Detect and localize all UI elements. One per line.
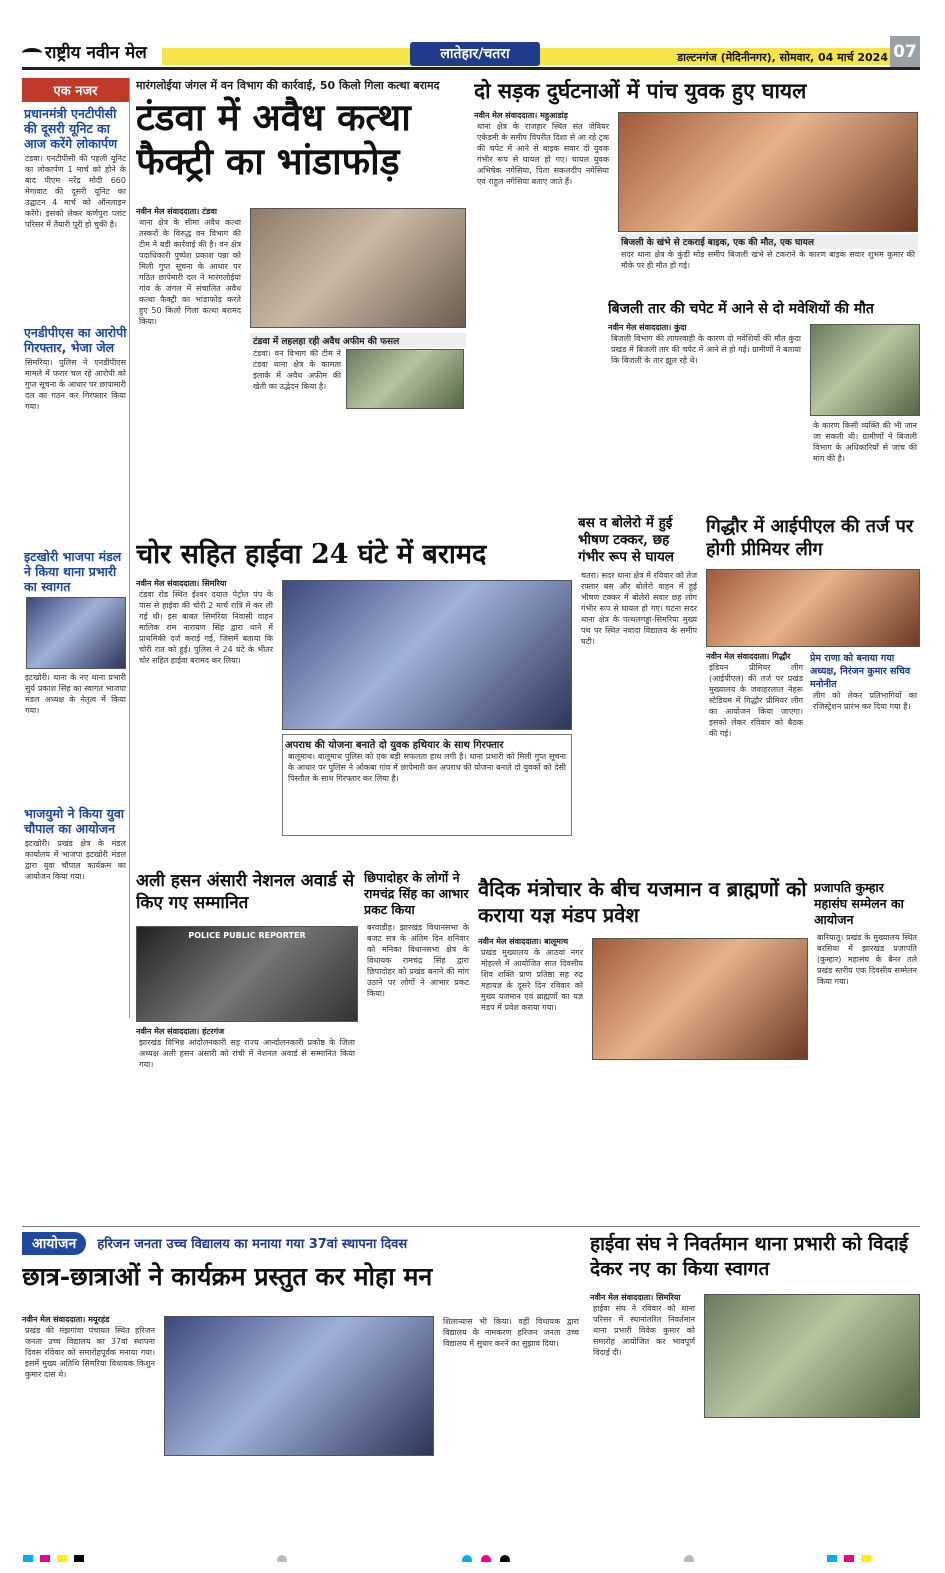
story-column [474,110,612,320]
story-headline: गिद्धौर में आईपीएल की तर्ज पर होगी प्रीमियर लीग [706,516,914,560]
story-byline: नवीन मेल संवाददाता। सिमरिया [590,1293,681,1302]
sidebar-body: इटखोरी। थाना के नए थाना प्रभारी सुर्य प्रकाश सिंह का स्वागत भाजपा मंडल अध्यक्ष के नेतृत्व में किया गया। [25,673,126,715]
story-side [810,651,920,835]
story-column [706,651,806,835]
story-byline: नवीन मेल संवाददाता। हंटरगंज [136,1027,225,1036]
story-photo [592,938,808,1060]
registration-dot-icon [277,1555,287,1562]
magenta-swatch-icon [844,1555,854,1562]
story-byline: नवीन मेल संवाददाता। टंडवा [136,207,217,216]
story-body: इंडियन प्रीमियर लीग (आईपीएल) की तर्ज पर प्रखंड मुख्यालय के जवाहरलाल नेहरू स्टेडियम में गिद्धौर प्रीमियर लीग का आयोजन किया जाएगा। इसको लेकर रविवार को बैठक की गई। [709,663,803,738]
story-photo [706,569,920,647]
magenta-dot-icon [481,1555,491,1562]
story-body: बरवाडीह। झारखंड विधानसभा के बजट सत्र के अंतिम दिन शनिवार को मनिका विधानसभा क्षेत्र के विधायक रामचंद्र सिंह द्वारा छिपादोहर को प्रखंड बनाने की मांग उठाने पर लोगों ने आभार प्रकट किया। [367,923,469,998]
sidebar-tag: एक नजर [22,78,129,102]
story-haiwa-recovered [136,538,572,838]
story-headline: वैदिक मंत्रोचार के बीच यजमान व ब्राह्मणों को कराया यज्ञ मंडप प्रवेश [478,877,807,927]
story-column [478,936,586,1220]
cyan-dot-icon [462,1555,472,1562]
magenta-swatch-icon [40,1555,50,1562]
story-giddhaur-league [706,515,920,837]
story-headline: टंडवा में अवैध कत्था फैक्ट्री का भांडाफोड़ [136,95,411,183]
story-headline: दो सड़क दुर्घटनाओं में पांच युवक हुए घायल [474,78,807,103]
story-byline: नवीन मेल संवाददाता। कुंदा [608,323,687,332]
page-number: 07 [890,36,920,68]
story-byline: नवीन मेल संवाददाता। महुआडांड़ [474,111,568,120]
photo-body: सदर थाना क्षेत्र के कुंडी मोड़ समीप बिजली खंभे से टकराने के कारण बाइक सवार शुभम कुमार की मौके पर ही मौत हो गई। [621,250,915,270]
yellow-swatch-icon [57,1555,67,1562]
story-byline: नवीन मेल संवाददाता। मयूरहंड [22,1315,110,1324]
masthead-text: राष्ट्रीय नवीन मेल [45,43,147,63]
dateline: डाल्टनगंज (मेदिनीनगर), सोमवार, 04 मार्च 2024 [677,51,888,64]
story-bus-collision [578,515,700,837]
story-photo [164,1316,434,1456]
masthead [22,40,147,63]
story-body: प्रखंड मुख्यालय के आठवां नगर मोहल्ले में आयोजित सात दिवसीय शिव शक्ति प्राण प्रतिष्ठा सह रुद्र महायज्ञ के दूसरे दिन रविवार को मुख्य यजमान एवं ब्राह्मणों का यज्ञ मंडप में प्रवेश कराया गया। [481,948,583,1012]
story-photo [618,112,918,232]
inset-photo [346,349,464,409]
story-photo [704,1294,920,1418]
footer-registration-bar [22,1550,920,1562]
yellow-swatch-icon [861,1555,871,1562]
story-ali-hasan [136,870,358,1222]
side-body: लीग को लेकर प्रतिभागियों का रजिस्ट्रेशन प्रारंभ कर दिया गया है। [813,691,917,711]
story-byline: नवीन मेल संवाददाता। गिद्धौर [706,652,791,661]
inset-headline: अपराध की योजना बनाते दो युवक हथियार के साथ गिरफ्तार [285,740,504,751]
story-vedic [478,876,808,1222]
story-column [590,1292,698,1540]
story-kicker: मारंगलोईया जंगल में वन विभाग की कार्रवाई, 50 किलो गिला कत्था बरामद [136,79,440,92]
inset-body: बालूमाथ। बालूमाथ पुलिस को एक बड़ी सफलता हाथ लगी है। थाना प्रभारी को मिली गुप्त सूचना के आधार पर पुलिस ने ओकबा गांव में छापेमारी कर अपराध की योजना बनाते दो युवकों को देसी पिस्तौल के साथ गिरफ्तार कर लिया है। [288,752,566,783]
story-accidents [474,78,920,320]
story-column [22,1314,158,1540]
story-column-right [440,1316,582,1540]
story-headline: हाईवा संघ ने निवर्तमान थाना प्रभारी को विदाई देकर नए का किया स्वागत [590,1233,909,1280]
story-headline: अली हसन अंसारी नेशनल अवार्ड से किए गए सम्मानित [136,871,355,913]
photo-caption: बिजली के खंभे से टकराई बाइक, एक की मौत, एक घायल [618,234,918,249]
story-body: थाना क्षेत्र के सीमा अवैध कत्था तस्करों के विरुद्ध वन विभाग की टीम ने बड़ी कार्रवाई की है। वन क्षेत्र पदाधिकारी पुष्पेश प्रकाश पन्ना को मिली गुप्त सूचना के आधार पर गठित छापेमारी दल ने मारंगलोईया गांव के जंगल में संचालित अवैध कत्था फैक्ट्री का भांडाफोड़ करते हुए 50 किलो गिला कत्था बरामद किया। [139,218,241,326]
story-body: बिजली विभाग की लापरवाही के कारण दो मवेशियों की मौत कुंदा प्रखंड में बिजली तार की चपेट में आने से हो गई। ग्रामीणों ने बताया कि बिजली के तार झूल रहे थे। [611,334,801,365]
story-body: थाना क्षेत्र के राजहार स्थित संत जेवियर एकेडमी के समीप विपरीत दिशा से आ रहे ट्रक की चपेट में आने से बाइक सवार दो युवक गंभीर रूप से घायल हो गए। घायल युवक अभिषेक नगेसिया, पिता सकलदीप नगेसिया एवं राहुल नगेसिया बताए जाते हैं। [477,122,609,186]
registration-dot-icon [684,1555,694,1562]
inset-story [282,734,572,836]
story-kicker: हरिजन जनता उच्च विद्यालय का मनाया गया 37वां स्थापना दिवस [97,1237,408,1252]
section-aayojan-tag: आयोजन [22,1232,86,1255]
sidebar-headline: एनडीपीएस का आरोपी गिरफ्तार, भेजा जेल [24,325,127,355]
section-tag: लातेहार/चतरा [410,42,540,66]
story-column [136,1026,358,1220]
story-prajapati [814,880,920,1222]
story-photo [136,926,358,1022]
story-body: शिलान्यास भी किया। वहीं विधायक द्वारा विद्यालय के नामकरण हरिजन जनता उच्च विद्यालय में सुधार करने का सुझाव दिया। [443,1317,579,1348]
story-headline: छात्र-छात्राओं ने कार्यक्रम प्रस्तुत कर मोहा मन [22,1262,433,1291]
sidebar-body: इटखोरी। प्रखंड क्षेत्र के मंडल कार्यालय में भाजपा इटखोरी मंडल द्वारा युवा चौपाल कार्यक्रम का आयोजन किया गया। [25,839,126,881]
inset-story [250,333,466,523]
story-haiwa-sangh [590,1232,920,1542]
page-header [22,36,920,70]
story-body: चतरा। सदर थाना क्षेत्र में रविवार को तेज रफ्तार बस और बोलेरो वाहन में हुई भीषण टक्कर में बोलेरो सवार छह लोग गंभीर रूप से घायल हो गए। घटना सदर थाना क्षेत्र के पत्थलगड्डा-सिमरिया मुख्य पथ पर स्थित नवादा विद्यालय के समीप घटी। [581,571,697,646]
photo-banner-text: POLICE PUBLIC REPORTER [188,931,306,940]
story-body: टंडवा रोड स्थित ईश्वर दयाल पेट्रोल पंप के पास से हाईवा की चोरी 2 मार्च रात्रि में कर ली गई थी। इस बाबत सिमरिया निवासी वाहन मालिक राम नारायण सिंह द्वारा थाने में प्राथमिकी दर्ज कराई गई, जिसमें बताया कि चोरी रात को हुई। पुलिस ने 24 घंटे के भीतर चोर सहित हाईवा बरामद कर लिया। [139,590,273,665]
side-headline: प्रेम राणा को बनाया गया अध्यक्ष, निरंजन कुमार सचिव मनोनीत [810,653,911,690]
story-headline: चोर सहित हाईवा 24 घंटे में बरामद [136,539,487,570]
bird-logo-icon [22,48,42,58]
sidebar-headline: इटखोरी भाजपा मंडल ने किया थाना प्रभारी का स्वागत [24,549,122,594]
story-column [136,578,276,836]
sidebar-ek-nazar [22,78,130,1018]
story-photo [282,580,572,730]
black-dot-icon [500,1555,510,1562]
story-photo [810,324,920,416]
story-body: झारखंड विभिन्न आंदोलनकारी सह राज्य आन्दोलनकारी प्रकोष्ठ के जिला अध्यक्ष अली हसन अंसारी को रांची में नेशनल अवार्ड से सम्मानित किया गया। [139,1038,355,1069]
cyan-swatch-icon [23,1555,33,1562]
story-harijan-school [22,1232,582,1542]
story-photo [250,208,466,328]
section-divider [22,1226,920,1227]
story-chhipadohar [364,870,472,1222]
photo-body: के कारण किसी व्यक्ति की भी जान जा सकती थी। ग्रामीणों ने बिजली विभाग के अधिकारियों से जांच की मांग की है। [813,421,917,463]
inset-caption: टंडवा में लहलहा रही अवैध अफीम की फसल [250,333,466,348]
story-byline: नवीन मेल संवाददाता। बालूमाथ [478,937,569,946]
cyan-swatch-icon [827,1555,837,1562]
story-byline: नवीन मेल संवाददाता। सिमरिया [136,579,227,588]
inset-body: टंडवा। वन विभाग की टीम ने टंडवा थाना क्षेत्र के कामता इलाके में अवैध अफीम की खेती का उद्भेदन किया है। [253,349,341,391]
story-body: बारियातू। प्रखंड के मुख्यालय स्थित बरसिया में झारखंड प्रजापति (कुम्हार) महासंघ के बैनर तले प्रखंड स्तरीय एक दिवसीय सम्मेलन किया गया। [817,933,917,986]
story-body: हाईवा संघ ने रविवार को थाना परिसर में स्थानांतरित निवर्तमान थाना प्रभारी विवेक कुमार को समारोह आयोजित कर भावपूर्ण विदाई दी। [593,1304,695,1357]
story-column [136,206,244,524]
sidebar-headline: प्रधानमंत्री एनटीपीसी की दूसरी यूनिट का आज करेंगे लोकार्पण [24,106,118,151]
sidebar-photo [26,597,126,669]
sidebar-body: सिमरिया। पुलिस ने एनडीपीएस मामले में फरार चल रहे आरोपी को गुप्त सूचना के आधार पर छापामारी दल का गठन कर गिरफ्तार किया गया। [25,358,126,411]
story-headline: बस व बोलेरो में हुई भीषण टक्कर, छह गंभीर रूप से घायल [578,515,674,565]
story-headline: प्रजापति कुम्हार महासंघ सम्मेलन का आयोजन [814,880,904,927]
story-body: प्रखंड की मंझगांवा पंचायत स्थित हरिजन जनता उच्च विद्यालय का 37वां स्थापना दिवस रविवार को समारोहपूर्वक मनाया गया। इसमें मुख्य अतिथि सिमरिया विधायक किशुन कुमार दास थे। [25,1326,155,1379]
story-headline: बिजली तार की चपेट में आने से दो मवेशियों की मौत [608,301,874,317]
story-tandwa [136,78,466,533]
black-swatch-icon [74,1555,84,1562]
story-cattle [608,300,920,530]
sidebar-body: टंडवा। एनटीपीसी की पहली यूनिट का लोकार्पण 1 मार्च को होने के बाद पीएम नरेंद्र मोदी 660 मेगावाट की दूसरी यूनिट का उद्घाटन 4 मार्च को ऑनलाइन करेंगे। इसको लेकर कर्णपुरा प्लांट परिसर में तैयारी पूरी हो चुकी है। [25,154,126,229]
story-headline: छिपादोहर के लोगों ने रामचंद्र सिंह का आभार प्रकट किया [364,870,469,917]
sidebar-headline: भाजयुमो ने किया युवा चौपाल का आयोजन [24,806,125,836]
story-column [608,322,804,528]
photo-caption-block [810,420,920,526]
